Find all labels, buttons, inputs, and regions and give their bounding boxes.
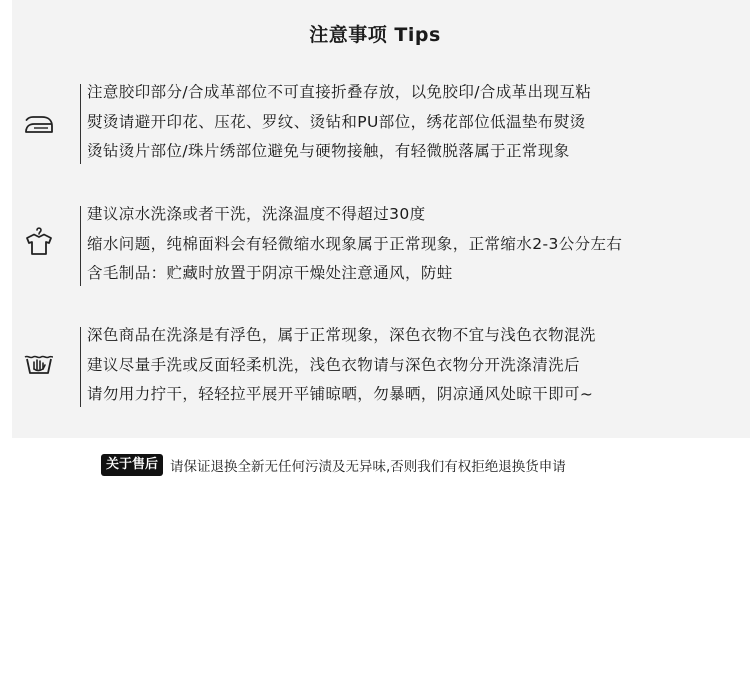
hand-wash-icon [22,345,56,379]
tip-line: 建议尽量手洗或反面轻柔机洗，浅色衣物请与深色衣物分开洗涤清洗后 [87,355,580,374]
tip-line: 注意胶印部分/合成革部位不可直接折叠存放，以免胶印/合成革出现互粘 [87,83,592,101]
page-title: 注意事项 Tips [309,24,441,46]
iron-icon [22,106,56,140]
tip-line: 熨烫请避开印花、压花、罗纹、烫钻和PU部位，绣花部位低温垫布熨烫 [87,112,586,131]
tip-line: 含毛制品：贮藏时放置于阴凉干燥处注意通风，防蛀 [87,264,453,282]
tip-line: 烫钻烫片部位/珠片绣部位避免与硬物接触，有轻微脱落属于正常现象 [87,142,570,160]
shirt-hanger-icon [22,224,56,258]
section-divider [80,206,81,286]
tips-section-ironing [12,78,750,170]
tip-line: 深色商品在洗涤是有浮色，属于正常现象，深色衣物不宜与浅色衣物混洗 [87,326,596,344]
section-divider [80,327,81,407]
section-divider [80,84,81,164]
tip-line: 建议凉水洗涤或者干洗，洗涤温度不得超过30度 [87,205,426,223]
tips-section-washing-temperature [12,200,750,292]
after-sale-badge: 关于售后 [101,454,163,476]
tip-line: 缩水问题，纯棉面料会有轻微缩水现象属于正常现象，正常缩水2-3公分左右 [87,234,623,253]
tip-line: 请勿用力拧干，轻轻拉平展开平铺晾晒，勿暴晒，阴凉通风处晾干即可~ [87,385,594,403]
after-sale-notice [101,453,566,477]
after-sale-text: 请保证退换全新无任何污渍及无异味,否则我们有权拒绝退换货申请 [170,459,566,475]
tips-section-dark-colors [12,321,750,413]
